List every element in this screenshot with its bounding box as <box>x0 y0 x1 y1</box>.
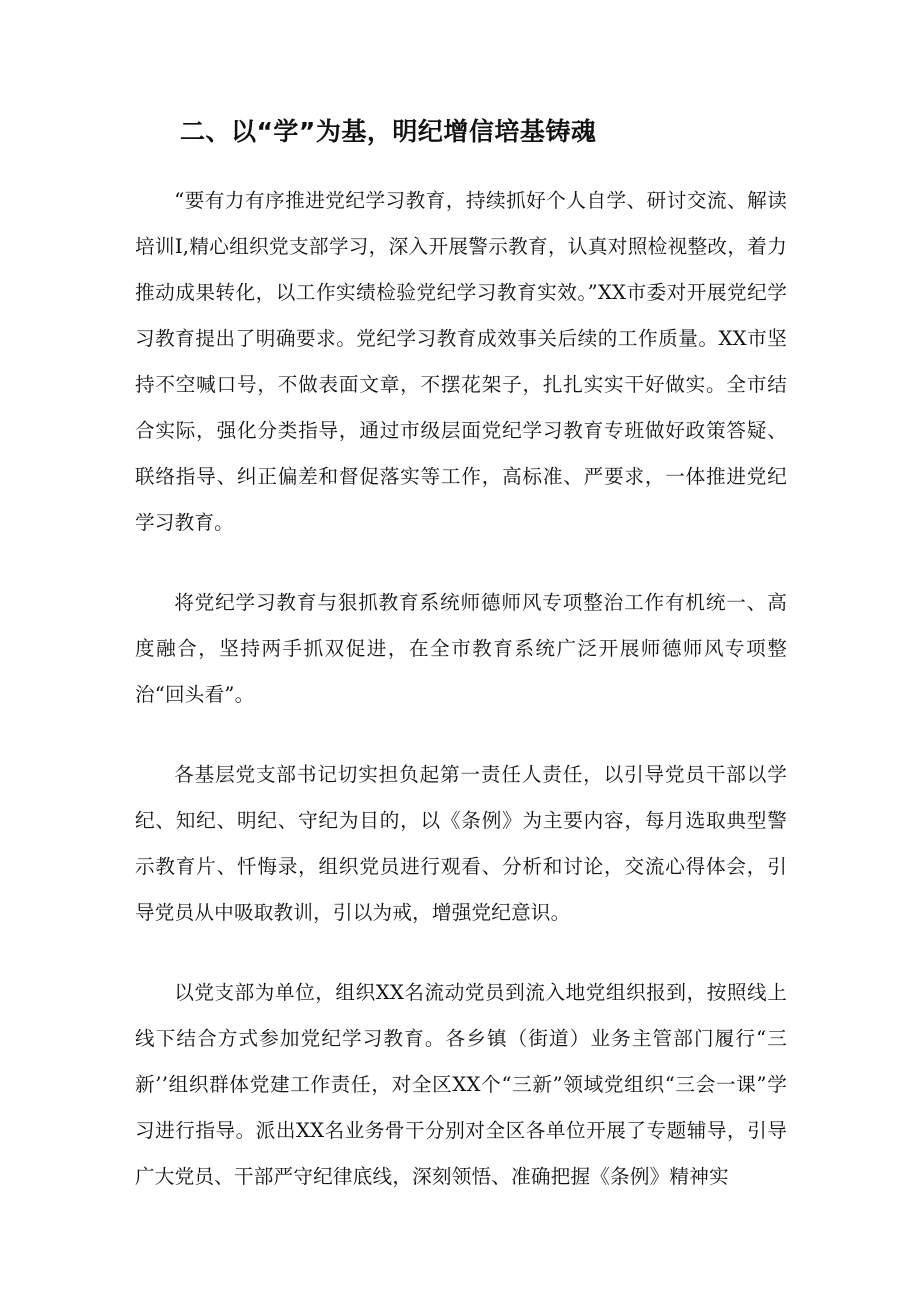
paragraph-2: 将党纪学习教育与狠抓教育系统师德师风专项整治工作有机统一、高度融合，坚持两手抓双促进，在全市教育系统广泛开展师德师风专项整治“回头看”。 <box>135 591 787 706</box>
document-body <box>135 178 787 1200</box>
paragraph-1: “要有力有序推进党纪学习教育，持续抓好个人自学、研讨交流、解读培训I,精心组织党支部学习，深入开展警示教育，认真对照检视整改，着力推动成果转化，以工作实绩检验党纪学习教育实效。”XX市委对开展党纪学习教育提出了明确要求。党纪学习教育成效事关后续的工作质量。XX市坚持不空喊口号，不做表面文章，不摆花架子，扎扎实实干好做实。全市结合实际，强化分类指导，通过市级层面党纪学习教育专班做好政策答疑、联络指导、纠正偏差和督促落实等工作，高标准、严要求，一体推进党纪学习教育。 <box>135 189 787 534</box>
paragraph-3: 各基层党支部书记切实担负起第一责任人责任，以引导党员干部以学纪、知纪、明纪、守纪为目的，以《条例》为主要内容，每月选取典型警示教育片、忏悔录，组织党员进行观看、分析和讨论，交流心得体会，引导党员从中吸取教训，引以为戒，增强党纪意识。 <box>135 763 787 924</box>
section-heading: 二、以“学”为基，明纪增信培基铸魂 <box>180 117 597 146</box>
paragraph-4: 以党支部为单位，组织XX名流动党员到流入地党组织报到，按照线上线下结合方式参加党纪学习教育。各乡镇（街道）业务主管部门履行“三新’’组织群体党建工作责任，对全区XX个“三新”领域党组织“三会一课”学习进行指导。派出XX名业务骨干分别对全区各单位开展了专题辅导，引导广大党员、干部严守纪律底线，深刻领悟、准确把握《条例》精神实 <box>135 981 787 1188</box>
